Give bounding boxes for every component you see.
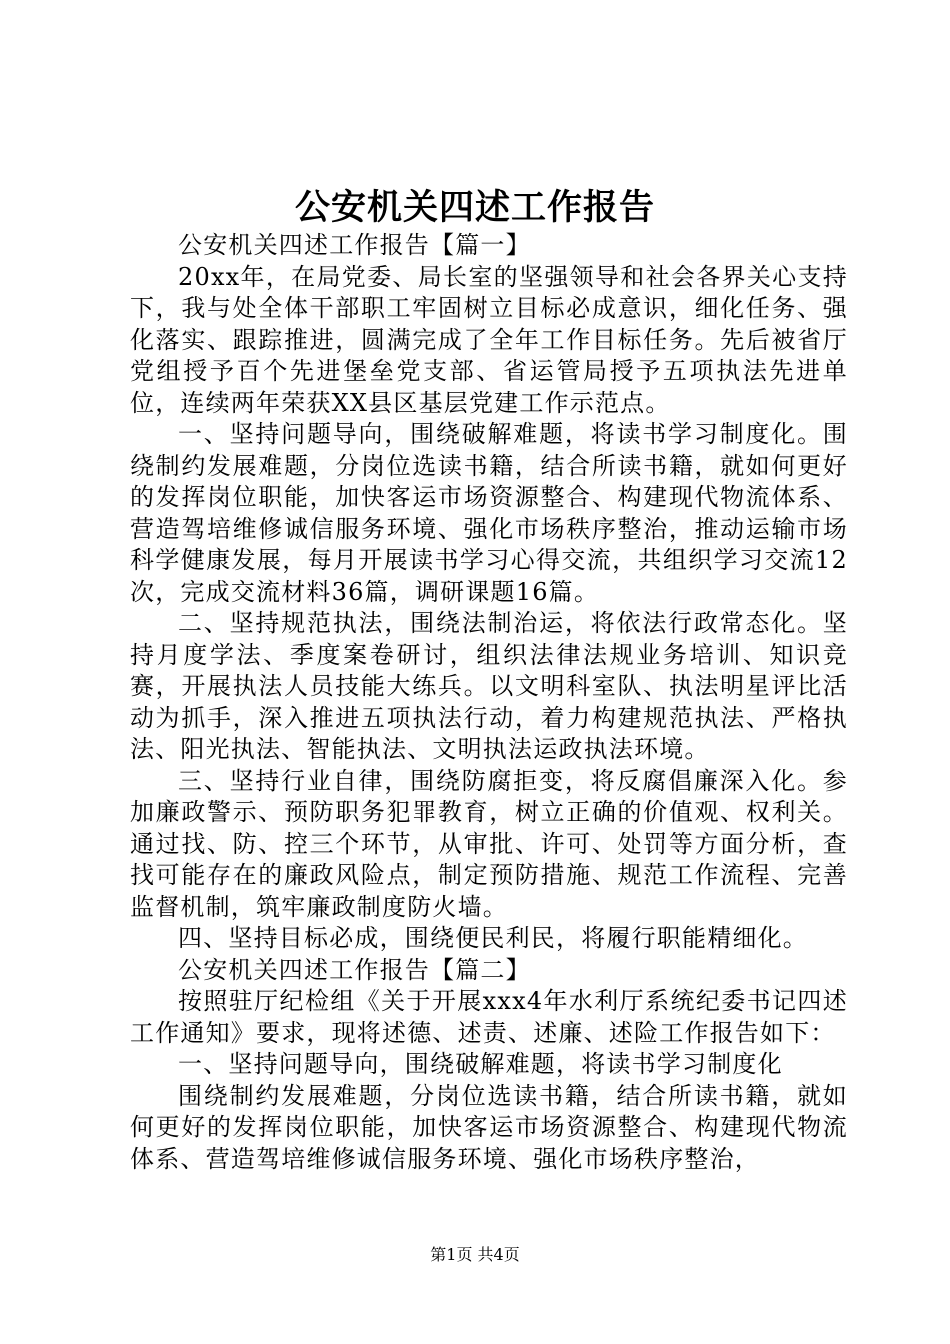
document-title: 公安机关四述工作报告 <box>294 187 655 228</box>
paragraph-part-two-body: 围绕制约发展难题，分岗位选读书籍，结合所读书籍，就如何更好的发挥岗位职能，加快客运市场资源整合、构建现代物流体系、营造驾培维修诚信服务环境、强化市场秩序整治， <box>130 1081 848 1173</box>
paragraph-point-two: 二、坚持规范执法，围绕法制治运，将依法行政常态化。坚持月度学法、季度案卷研讨，组织法律法规业务培训、知识竞赛，开展执法人员技能大练兵。以文明科室队、执法明星评比活动为抓手，深入推进五项执法行动，着力构建规范执法、严格执法、阳光执法、智能执法、文明执法运政执法环境。 <box>130 609 848 763</box>
paragraph-intro: 20xx年，在局党委、局长室的坚强领导和社会各界关心支持下，我与处全体干部职工牢固树立目标必成意识，细化任务、强化落实、跟踪推进，圆满完成了全年工作目标任务。先后被省厅党组授予百个先进堡垒党支部、省运管局授予五项执法先进单位，连续两年荣获XX县区基层党建工作示范点。 <box>130 262 848 417</box>
paragraph-point-three: 三、坚持行业自律，围绕防腐拒变，将反腐倡廉深入化。参加廉政警示、预防职务犯罪教育，树立正确的价值观、权利关。通过找、防、控三个环节，从审批、许可、处罚等方面分析，查找可能存在的廉政风险点，制定预防措施、规范工作流程、完善监督机制，筑牢廉政制度防火墙。 <box>130 766 848 921</box>
paragraph-point-four: 四、坚持目标必成，围绕便民利民，将履行职能精细化。 <box>178 924 808 952</box>
section-heading-part-one: 公安机关四述工作报告【篇一】 <box>178 231 531 259</box>
page-number-footer: 第1页 共4页 <box>430 1245 520 1264</box>
section-heading-part-two: 公安机关四述工作报告【篇二】 <box>178 955 531 984</box>
paragraph-part-two-intro: 按照驻厅纪检组《关于开展xxx4年水利厅系统纪委书记四述工作通知》要求，现将述德、述责、述廉、述险工作报告如下： <box>130 987 848 1047</box>
paragraph-point-one: 一、坚持问题导向，围绕破解难题，将读书学习制度化。围绕制约发展难题，分岗位选读书籍，结合所读书籍，就如何更好的发挥岗位职能，加快客运市场资源整合、构建现代物流体系、营造驾培维修诚信服务环境、强化市场秩序整治，推动运输市场科学健康发展，每月开展读书学习心得交流，共组织学习交流12次，完成交流材料36篇，调研课题16篇。 <box>130 420 848 606</box>
document-body <box>130 230 848 1175</box>
paragraph-part-two-heading-one: 一、坚持问题导向，围绕破解难题，将读书学习制度化 <box>178 1050 783 1078</box>
